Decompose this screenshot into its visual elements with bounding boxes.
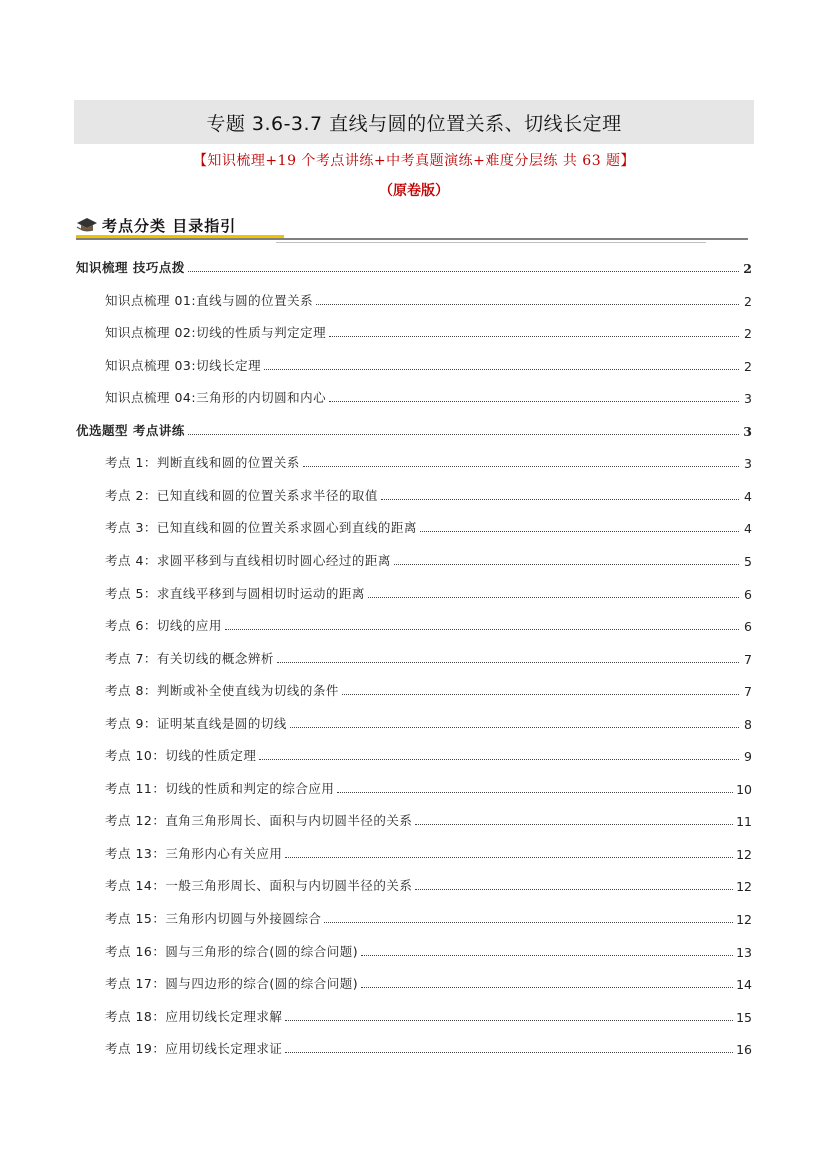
toc-page-number: 16 [736, 1042, 752, 1058]
toc-entry-title: 考点 1：判断直线和圆的位置关系 [105, 455, 300, 471]
toc-entry[interactable] [76, 645, 752, 667]
toc-entry-title: 考点 14：一般三角形周长、面积与内切圆半径的关系 [105, 878, 413, 894]
toc-entry[interactable] [76, 742, 752, 764]
toc-entry[interactable] [76, 482, 752, 504]
toc-entry-title: 知识点梳理 03:切线长定理 [105, 357, 262, 373]
toc-section-entry[interactable] [76, 417, 752, 439]
toc-leader-dots [394, 564, 739, 565]
toc-leader-dots [337, 792, 733, 793]
toc-leader-dots [303, 466, 739, 467]
toc-entry[interactable] [76, 287, 752, 309]
toc-page-number: 2 [744, 293, 752, 309]
toc-leader-dots [361, 987, 733, 988]
toc-entry[interactable] [76, 580, 752, 602]
toc-leader-dots [285, 1020, 733, 1021]
toc-leader-dots [415, 824, 733, 825]
toc-entry[interactable] [76, 938, 752, 960]
toc-page-number: 8 [744, 716, 752, 732]
toc-header-label: 考点分类 目录指引 [102, 217, 237, 235]
toc-entry-title: 考点 13：三角形内心有关应用 [105, 845, 283, 861]
toc-entry[interactable] [76, 710, 752, 732]
toc-entry[interactable] [76, 384, 752, 406]
toc-page-number: 4 [744, 488, 752, 504]
toc-leader-dots [329, 401, 739, 402]
toc-page-number: 15 [736, 1009, 752, 1025]
toc-entry[interactable] [76, 872, 752, 894]
toc-entry-title: 考点 19：应用切线长定理求证 [105, 1041, 283, 1057]
toc-entry-title: 考点 16：圆与三角形的综合(圆的综合问题) [105, 943, 359, 959]
toc-page-number: 12 [736, 879, 752, 895]
toc-leader-dots [188, 271, 739, 272]
graduation-cap-icon [76, 216, 98, 234]
document-title: 专题 3.6-3.7 直线与圆的位置关系、切线长定理 [206, 112, 622, 135]
toc-entry-title: 考点 9：证明某直线是圆的切线 [105, 715, 287, 731]
toc-entry-title: 考点 8：判断或补全使直线为切线的条件 [105, 683, 339, 699]
toc-leader-dots [188, 434, 739, 435]
toc-page-number: 13 [736, 944, 752, 960]
toc-entry[interactable] [76, 677, 752, 699]
toc-header [76, 212, 748, 242]
toc-entry-title: 知识梳理 技巧点拨 [76, 260, 185, 275]
toc-leader-dots [277, 662, 739, 663]
toc-entry-title: 考点 5：求直线平移到与圆相切时运动的距离 [105, 585, 365, 601]
toc-entry[interactable] [76, 612, 752, 634]
toc-leader-dots [264, 369, 739, 370]
toc-entry-title: 考点 15：三角形内切圆与外接圆综合 [105, 911, 322, 926]
toc-page-number: 12 [736, 846, 752, 862]
toc-entry[interactable] [76, 1003, 752, 1025]
toc-entry-title: 考点 12：直角三角形周长、面积与内切圆半径的关系 [105, 813, 413, 829]
toc-entry-title: 考点 4：求圆平移到与直线相切时圆心经过的距离 [105, 552, 391, 568]
toc-leader-dots [342, 694, 739, 695]
toc-leader-dots [381, 499, 739, 500]
toc-entry-title: 知识点梳理 02:切线的性质与判定定理 [105, 325, 327, 341]
toc-entry[interactable] [76, 514, 752, 536]
toc-page-number: 7 [744, 651, 752, 667]
toc-page-number: 14 [736, 977, 752, 993]
title-banner [74, 100, 754, 144]
toc-page-number: 3 [743, 423, 752, 439]
version-label: （原卷版） [379, 183, 449, 199]
toc-entry-title: 知识点梳理 01:直线与圆的位置关系 [105, 292, 314, 308]
toc-entry-title: 考点 11：切线的性质和判定的综合应用 [105, 780, 335, 796]
toc-page-number: 7 [744, 684, 752, 700]
toc-leader-dots [324, 922, 733, 923]
toc-entry-title: 考点 6：切线的应用 [105, 618, 222, 634]
toc-leader-dots [316, 304, 739, 305]
toc-entry[interactable] [76, 319, 752, 341]
toc-entry[interactable] [76, 970, 752, 992]
toc-entry-title: 知识点梳理 04:三角形的内切圆和内心 [105, 390, 327, 406]
toc-entry-title: 考点 7：有关切线的概念辨析 [105, 650, 274, 666]
toc-leader-dots [420, 531, 739, 532]
toc-page-number: 2 [743, 261, 752, 276]
toc-entry-title: 考点 2：已知直线和圆的位置关系求半径的取值 [105, 487, 378, 503]
toc-page-number: 3 [744, 391, 752, 407]
toc-leader-dots [285, 1052, 733, 1053]
toc-page-number: 5 [744, 553, 752, 569]
toc-entry[interactable] [76, 547, 752, 569]
toc-entry-title: 考点 3：已知直线和圆的位置关系求圆心到直线的距离 [105, 520, 417, 536]
toc-entry[interactable] [76, 775, 752, 797]
header-rule-thin [276, 242, 706, 243]
toc-section-entry[interactable] [76, 254, 752, 276]
toc-page-number: 9 [744, 749, 752, 765]
toc-entry-title: 考点 17：圆与四边形的综合(圆的综合问题) [105, 976, 359, 992]
toc-entry-title: 考点 10：切线的性质定理 [105, 748, 257, 764]
toc-page-number: 3 [744, 456, 752, 472]
header-rule [76, 238, 748, 240]
toc-leader-dots [290, 727, 739, 728]
toc-entry[interactable] [76, 1035, 752, 1057]
toc-entry[interactable] [76, 840, 752, 862]
toc-entry-title: 优选题型 考点讲练 [76, 422, 185, 438]
document-subtitle: 【知识梳理+19 个考点讲练+中考真题演练+难度分层练 共 63 题】 [192, 153, 636, 169]
toc-entry[interactable] [76, 449, 752, 471]
toc-page-number: 2 [744, 358, 752, 374]
toc-page-number: 11 [736, 814, 752, 830]
toc-page-number: 12 [736, 912, 752, 927]
toc-entry[interactable] [76, 352, 752, 374]
toc-leader-dots [225, 629, 739, 630]
toc-page-number: 6 [744, 619, 752, 635]
toc-leader-dots [368, 597, 739, 598]
toc-page-number: 6 [744, 586, 752, 602]
toc-leader-dots [361, 955, 733, 956]
toc-page-number: 2 [744, 326, 752, 342]
toc-page-number: 10 [736, 781, 752, 797]
toc-leader-dots [285, 857, 733, 858]
toc-leader-dots [329, 336, 739, 337]
toc-entry-title: 考点 18：应用切线长定理求解 [105, 1008, 283, 1024]
toc-entry[interactable] [76, 905, 752, 927]
toc-page-number: 4 [744, 521, 752, 537]
toc-leader-dots [259, 759, 739, 760]
toc-entry[interactable] [76, 807, 752, 829]
toc-leader-dots [415, 889, 733, 890]
